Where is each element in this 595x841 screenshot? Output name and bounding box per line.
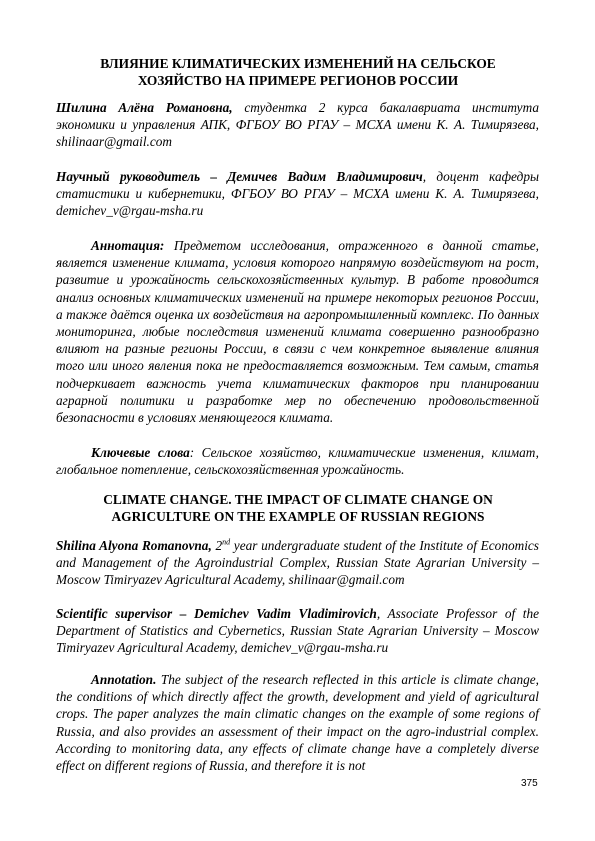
russian-abstract-text: Предметом исследования, отраженного в данной статье, является изменение климата, условия которого напрямую воздействуют на рост, развитие и урожайность сельскохозяйственных культур. В работе проводится анализ основных климатических изменений на примере некоторых регионов России, а также даётся оценка их воздействия на агропромышленный комплекс. По данных мониторинга, любые последствия изменений климата совершенно разнообразно влияют на разные регионы России, в связи с чем конкретное выявление влияния того или иного явления пока не предоставляется возможным. Тем самым, статья подчеркивает важность учета климатических факторов при планировании аграрной политики и разработке мер по обеспечению продовольственной безопасности в условиях меняющегося климата.: [56, 238, 539, 426]
english-title-line-1: CLIMATE CHANGE. THE IMPACT OF CLIMATE CHANGE ON: [103, 492, 493, 507]
russian-author-name: Шилина Алёна Романовна,: [56, 100, 233, 115]
english-title: [56, 491, 540, 525]
english-abstract-text: The subject of the research reflected in this article is climate change, the conditions of which directly affect the growth, development and yield of agricultural crops. The paper analyzes the main climatic changes on the example of some regions of Russia, and also provides an assessment of their impact on the agro-industrial complex. According to monitoring data, any effects of climate change have a completely diverse effect on different regions of Russia, and therefore it is not: [56, 672, 539, 774]
english-abstract: [56, 671, 539, 774]
russian-abstract-label: Аннотация:: [91, 238, 165, 253]
english-author-ordinal: 2: [211, 538, 223, 553]
english-author-ordinal-suffix: nd: [222, 537, 231, 547]
english-abstract-label: Annotation.: [91, 672, 157, 687]
english-supervisor-name: Scientific supervisor – Demichev Vadim Vladimirovich: [56, 606, 377, 621]
russian-author-block: [56, 99, 539, 151]
russian-title-line-2: ХОЗЯЙСТВО НА ПРИМЕРЕ РЕГИОНОВ РОССИИ: [137, 73, 459, 88]
russian-title: [56, 55, 540, 89]
english-author-block: [56, 537, 539, 589]
russian-keywords-label: Ключевые слова: [91, 445, 190, 460]
russian-supervisor-name: Научный руководитель – Демичев Вадим Владимирович: [56, 169, 423, 184]
russian-keywords: [56, 444, 539, 478]
russian-author-info: студентка 2 курса бакалавриата института экономики и управления АПК, ФГБОУ ВО РГАУ – МСХА имени К. А. Тимирязева, shilinaar@gmail.com: [56, 100, 539, 150]
english-supervisor-block: [56, 605, 539, 657]
russian-keywords-text: : Сельское хозяйство, климатические изменения, климат, глобальное потепление, сельскохозяйственная урожайность.: [56, 445, 539, 478]
english-author-name: Shilina Alyona Romanovna,: [56, 538, 212, 553]
russian-abstract: [56, 237, 539, 426]
english-author-info: year undergraduate student of the Institute of Economics and Management of the Agroindustrial Complex, Russian State Agrarian University – Moscow Timiryazev Agricultural Academy, shilinaar@gmail.com: [56, 538, 539, 588]
russian-title-line-1: ВЛИЯНИЕ КЛИМАТИЧЕСКИХ ИЗМЕНЕНИЙ НА СЕЛЬСКОЕ: [100, 56, 496, 71]
russian-supervisor-info: , доцент кафедры статистики и кибернетики, ФГБОУ ВО РГАУ – МСХА имени К. А. Тимирязева, demichev_v@rgau-msha.ru: [56, 169, 539, 219]
page-number: 375: [521, 778, 538, 789]
russian-supervisor-block: [56, 168, 539, 220]
english-supervisor-info: , Associate Professor of the Department of Statistics and Cybernetics, Russian State Agrarian University – Moscow Timiryazev Agricultural Academy, demichev_v@rgau-msha.ru: [56, 606, 539, 656]
english-title-line-2: AGRICULTURE ON THE EXAMPLE OF RUSSIAN REGIONS: [111, 509, 485, 524]
